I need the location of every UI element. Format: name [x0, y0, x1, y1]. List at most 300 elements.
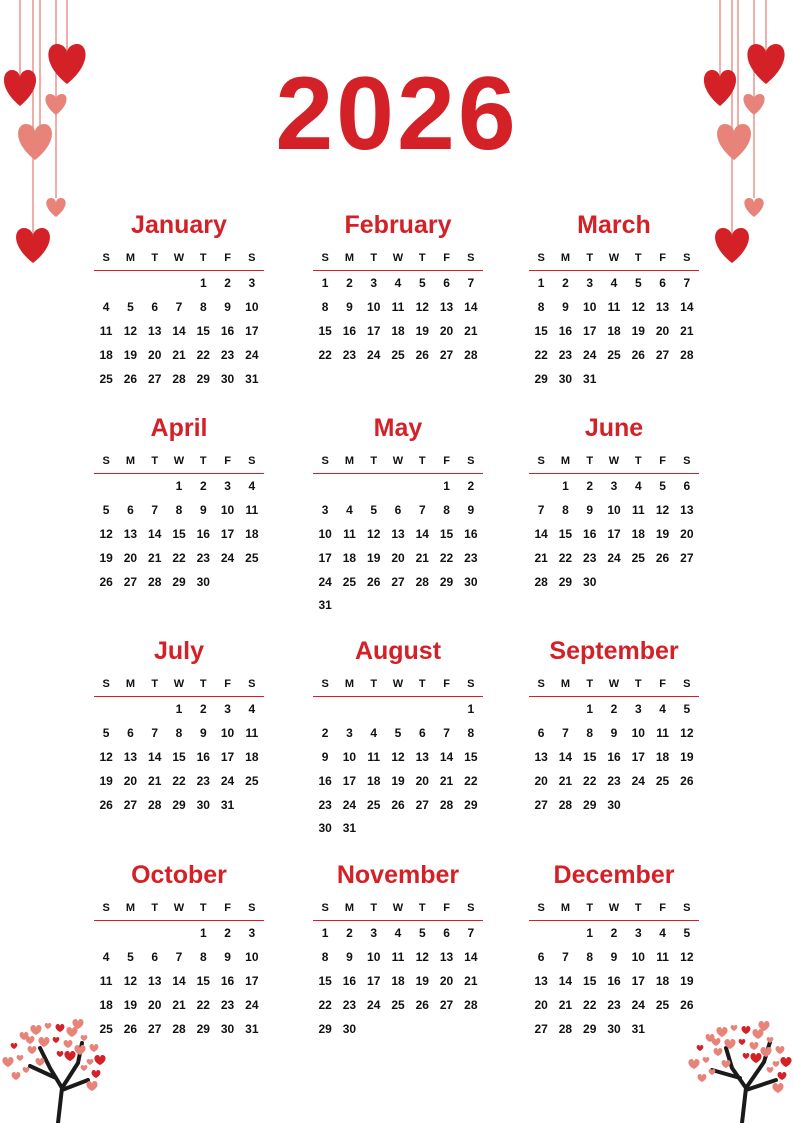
weekday-label: M [125, 252, 135, 264]
days-grid [313, 272, 483, 368]
day-cell: 13 [148, 973, 162, 988]
day-cell: 19 [680, 973, 694, 988]
day-cell: 28 [534, 574, 548, 589]
day-cell: 22 [196, 997, 210, 1012]
day-cell: 5 [127, 949, 134, 964]
day-cell: 7 [175, 299, 183, 314]
day-cell: 15 [558, 526, 573, 541]
weekday-label: T [151, 455, 159, 467]
weekday-label: T [634, 455, 642, 467]
day-cell: 30 [196, 574, 210, 589]
day-cell: 12 [415, 299, 429, 314]
day-cell: 24 [367, 997, 381, 1012]
day-cell: 19 [631, 323, 645, 338]
weekday-label: T [586, 902, 594, 914]
day-cell: 26 [415, 997, 429, 1012]
day-cell: 4 [659, 926, 666, 940]
day-cell: 3 [634, 702, 642, 716]
weekday-label: W [608, 455, 620, 467]
weekday-header [529, 246, 699, 271]
day-cell: 29 [172, 797, 186, 812]
day-cell: 22 [439, 550, 454, 565]
weekday-label: T [199, 455, 207, 467]
day-cell: 25 [342, 574, 357, 589]
day-empty [362, 698, 386, 722]
days-grid [94, 475, 264, 594]
day-cell: 25 [245, 550, 259, 565]
weekday-label: S [321, 252, 329, 264]
day-cell: 20 [439, 973, 454, 988]
day-cell: 8 [586, 725, 594, 740]
day-cell: 30 [464, 574, 478, 589]
day-cell: 27 [148, 371, 162, 386]
day-cell: 18 [655, 973, 670, 988]
day-cell: 18 [607, 323, 621, 338]
day-cell: 8 [175, 725, 183, 740]
weekday-label: T [418, 902, 426, 914]
day-cell: 15 [583, 973, 597, 988]
day-cell: 30 [558, 371, 573, 386]
day-cell: 16 [196, 526, 210, 541]
day-cell: 6 [443, 276, 450, 290]
weekday-label: S [321, 455, 329, 467]
day-cell: 13 [655, 299, 670, 314]
day-cell: 23 [220, 997, 235, 1012]
day-cell: 12 [655, 502, 670, 517]
day-cell: 8 [199, 299, 207, 314]
day-cell: 10 [367, 949, 381, 964]
weekday-label: W [392, 252, 404, 264]
day-cell: 28 [172, 1021, 186, 1036]
day-cell: 5 [634, 276, 642, 290]
day-cell: 27 [148, 1021, 162, 1036]
day-cell: 9 [199, 725, 207, 740]
day-cell: 16 [196, 749, 210, 764]
weekday-label: S [321, 902, 329, 914]
weekday-label: M [344, 455, 354, 467]
day-cell: 16 [220, 323, 235, 338]
weekday-label: W [608, 678, 620, 690]
day-cell: 23 [607, 997, 621, 1012]
day-cell: 18 [391, 973, 405, 988]
month-august [313, 634, 483, 841]
weekday-label: T [586, 678, 594, 690]
day-cell: 9 [562, 299, 569, 314]
day-cell: 1 [175, 702, 183, 716]
weekday-label: T [586, 455, 594, 467]
weekday-label: M [125, 678, 135, 690]
day-cell: 27 [415, 797, 429, 812]
day-cell: 5 [102, 725, 110, 740]
day-cell: 14 [172, 323, 186, 338]
day-cell: 24 [631, 997, 645, 1012]
day-cell: 4 [370, 725, 378, 740]
day-cell: 17 [318, 550, 332, 565]
day-cell: 8 [321, 949, 329, 964]
day-cell: 13 [391, 526, 405, 541]
day-cell: 24 [220, 773, 235, 788]
day-cell: 7 [418, 502, 426, 517]
days-grid [313, 698, 483, 841]
day-cell: 21 [558, 773, 573, 788]
day-cell: 25 [631, 550, 645, 565]
day-cell: 4 [102, 299, 110, 314]
weekday-label: T [418, 678, 426, 690]
day-cell: 27 [534, 1021, 548, 1036]
day-cell: 23 [558, 347, 573, 362]
day-cell: 3 [370, 276, 378, 290]
day-cell: 23 [220, 347, 235, 362]
day-cell: 2 [586, 479, 594, 493]
day-cell: 22 [172, 773, 186, 788]
day-cell: 3 [224, 479, 231, 493]
days-grid [529, 475, 699, 594]
day-cell: 23 [342, 997, 357, 1012]
day-cell: 24 [607, 550, 621, 565]
day-cell: 19 [680, 749, 694, 764]
weekday-label: W [173, 902, 185, 914]
day-cell: 26 [415, 347, 429, 362]
day-cell: 9 [199, 502, 207, 517]
day-cell: 24 [220, 550, 235, 565]
day-cell: 24 [245, 997, 259, 1012]
days-grid [94, 272, 264, 391]
day-cell: 11 [607, 299, 621, 314]
day-cell: 28 [558, 1021, 573, 1036]
day-empty [337, 698, 361, 722]
day-cell: 3 [224, 702, 231, 716]
day-cell: 30 [607, 797, 621, 812]
day-cell: 21 [680, 323, 694, 338]
day-empty [313, 475, 337, 499]
day-cell: 3 [586, 276, 594, 290]
weekday-label: S [537, 902, 545, 914]
month-december [529, 858, 699, 1041]
day-cell: 8 [586, 949, 594, 964]
day-cell: 17 [220, 749, 235, 764]
day-cell: 21 [148, 550, 162, 565]
weekday-label: S [467, 902, 475, 914]
day-cell: 31 [342, 821, 357, 836]
day-cell: 9 [224, 949, 231, 964]
day-cell: 20 [655, 323, 670, 338]
day-cell: 6 [659, 276, 666, 290]
day-cell: 5 [102, 502, 110, 517]
day-cell: 16 [220, 973, 235, 988]
day-cell: 3 [346, 725, 353, 740]
day-cell: 30 [220, 1021, 235, 1036]
weekday-label: F [443, 252, 450, 264]
day-cell: 27 [439, 997, 454, 1012]
weekday-label: F [443, 678, 450, 690]
weekday-header [313, 672, 483, 697]
day-empty [143, 698, 167, 722]
weekday-label: S [467, 252, 475, 264]
day-cell: 3 [248, 276, 256, 290]
weekday-label: S [683, 455, 691, 467]
day-empty [143, 272, 167, 296]
days-grid [529, 272, 699, 391]
weekday-header [313, 449, 483, 474]
day-cell: 17 [245, 973, 259, 988]
day-cell: 6 [537, 949, 545, 964]
days-grid [529, 698, 699, 817]
day-cell: 6 [443, 926, 450, 940]
day-cell: 25 [655, 997, 670, 1012]
month-april [94, 411, 264, 594]
day-cell: 2 [610, 926, 618, 940]
day-cell: 30 [196, 797, 210, 812]
weekday-header [529, 449, 699, 474]
day-cell: 10 [245, 299, 259, 314]
day-cell: 1 [199, 276, 207, 290]
day-cell: 23 [583, 550, 597, 565]
month-september [529, 634, 699, 817]
weekday-label: S [683, 902, 691, 914]
day-cell: 2 [562, 276, 569, 290]
day-cell: 20 [680, 526, 694, 541]
day-cell: 17 [607, 526, 621, 541]
day-cell: 22 [558, 550, 573, 565]
day-cell: 11 [343, 526, 356, 541]
day-cell: 10 [342, 749, 357, 764]
day-cell: 11 [656, 725, 669, 740]
day-cell: 25 [655, 773, 670, 788]
day-cell: 8 [467, 725, 475, 740]
day-empty [313, 698, 337, 722]
day-cell: 19 [391, 773, 405, 788]
day-cell: 26 [367, 574, 381, 589]
day-cell: 22 [172, 550, 186, 565]
day-cell: 17 [583, 323, 597, 338]
day-cell: 20 [439, 323, 454, 338]
weekday-label: T [151, 678, 159, 690]
day-cell: 10 [367, 299, 381, 314]
day-cell: 10 [607, 502, 621, 517]
day-empty [94, 475, 118, 499]
weekday-label: S [102, 902, 110, 914]
day-cell: 12 [123, 323, 138, 338]
weekday-label: M [125, 902, 135, 914]
day-cell: 31 [245, 1021, 259, 1036]
day-cell: 31 [245, 371, 259, 386]
day-cell: 10 [245, 949, 259, 964]
heart-tree-right-icon [686, 1020, 794, 1123]
weekday-label: M [560, 252, 570, 264]
day-cell: 9 [346, 949, 353, 964]
day-cell: 25 [367, 797, 381, 812]
day-cell: 16 [342, 323, 357, 338]
day-cell: 29 [439, 574, 454, 589]
day-cell: 20 [123, 550, 138, 565]
day-cell: 24 [245, 347, 259, 362]
weekday-label: T [418, 455, 426, 467]
day-cell: 23 [318, 797, 332, 812]
weekday-header [94, 672, 264, 697]
weekday-header [94, 896, 264, 921]
day-cell: 9 [346, 299, 353, 314]
weekday-label: S [248, 678, 256, 690]
day-cell: 7 [683, 276, 691, 290]
day-cell: 7 [151, 725, 159, 740]
weekday-header [529, 896, 699, 921]
day-cell: 14 [558, 973, 573, 988]
weekday-label: T [199, 678, 207, 690]
weekday-header [529, 672, 699, 697]
day-cell: 1 [443, 479, 450, 493]
day-cell: 31 [318, 598, 332, 613]
day-cell: 11 [391, 299, 405, 314]
day-cell: 2 [199, 479, 207, 493]
month-october [94, 858, 264, 1041]
day-cell: 5 [683, 702, 691, 716]
day-cell: 13 [439, 949, 454, 964]
day-cell: 18 [99, 347, 113, 362]
month-january [94, 208, 264, 391]
day-cell: 22 [318, 997, 332, 1012]
day-cell: 19 [415, 973, 429, 988]
day-cell: 6 [151, 949, 159, 964]
day-cell: 17 [631, 749, 645, 764]
month-june [529, 411, 699, 594]
day-cell: 13 [534, 973, 548, 988]
day-cell: 7 [443, 725, 450, 740]
day-cell: 9 [224, 299, 231, 314]
day-cell: 23 [342, 347, 357, 362]
day-cell: 19 [655, 526, 670, 541]
day-cell: 14 [148, 749, 162, 764]
day-cell: 13 [123, 526, 138, 541]
day-cell: 2 [346, 276, 353, 290]
day-cell: 2 [346, 926, 353, 940]
day-cell: 11 [99, 323, 113, 338]
day-cell: 9 [467, 502, 475, 517]
day-cell: 22 [534, 347, 548, 362]
day-cell: 14 [148, 526, 162, 541]
day-cell: 15 [583, 749, 597, 764]
day-empty [553, 698, 577, 722]
day-cell: 22 [583, 997, 597, 1012]
day-cell: 21 [148, 773, 162, 788]
day-cell: 21 [534, 550, 548, 565]
weekday-label: S [248, 902, 256, 914]
day-cell: 12 [680, 725, 694, 740]
day-cell: 18 [655, 749, 670, 764]
day-cell: 7 [467, 276, 475, 290]
day-cell: 29 [583, 1021, 597, 1036]
day-empty [386, 475, 410, 499]
weekday-label: W [173, 455, 185, 467]
weekday-header [94, 449, 264, 474]
day-cell: 3 [634, 926, 642, 940]
day-cell: 31 [583, 371, 597, 386]
day-cell: 26 [123, 371, 138, 386]
weekday-label: W [392, 902, 404, 914]
day-cell: 8 [562, 502, 569, 517]
day-cell: 21 [172, 347, 186, 362]
day-cell: 23 [607, 773, 621, 788]
day-cell: 4 [102, 949, 110, 964]
weekday-label: T [151, 252, 159, 264]
day-cell: 17 [631, 973, 645, 988]
day-cell: 5 [659, 479, 666, 493]
day-cell: 20 [123, 773, 138, 788]
day-cell: 2 [224, 276, 231, 290]
day-cell: 24 [367, 347, 381, 362]
day-cell: 4 [248, 702, 256, 716]
weekday-label: M [560, 902, 570, 914]
day-cell: 15 [172, 526, 186, 541]
day-cell: 12 [415, 949, 429, 964]
day-cell: 27 [439, 347, 454, 362]
day-cell: 23 [464, 550, 478, 565]
month-name: May [373, 414, 423, 442]
month-november [313, 858, 483, 1041]
day-cell: 5 [683, 926, 691, 940]
day-cell: 17 [245, 323, 259, 338]
day-cell: 4 [394, 926, 402, 940]
weekday-label: M [125, 455, 135, 467]
weekday-label: S [467, 455, 475, 467]
day-empty [386, 698, 410, 722]
day-cell: 4 [394, 276, 402, 290]
day-cell: 9 [610, 725, 618, 740]
day-empty [362, 475, 386, 499]
day-cell: 12 [99, 526, 113, 541]
day-cell: 29 [583, 797, 597, 812]
day-cell: 30 [342, 1021, 357, 1036]
day-cell: 13 [439, 299, 454, 314]
weekday-header [313, 246, 483, 271]
day-empty [337, 475, 361, 499]
day-cell: 27 [391, 574, 405, 589]
day-cell: 16 [583, 526, 597, 541]
month-name: December [553, 861, 675, 889]
day-cell: 21 [558, 997, 573, 1012]
weekday-label: S [683, 252, 691, 264]
day-cell: 20 [534, 773, 548, 788]
day-cell: 11 [245, 725, 259, 740]
month-name: July [153, 637, 205, 665]
day-cell: 1 [537, 276, 545, 290]
day-cell: 16 [607, 973, 621, 988]
day-cell: 21 [464, 323, 478, 338]
day-cell: 14 [534, 526, 548, 541]
day-cell: 30 [220, 371, 235, 386]
day-cell: 11 [245, 502, 259, 517]
day-cell: 22 [583, 773, 597, 788]
weekday-label: T [370, 252, 378, 264]
day-cell: 11 [99, 973, 113, 988]
day-empty [529, 475, 553, 499]
day-cell: 14 [172, 973, 186, 988]
day-cell: 26 [123, 1021, 138, 1036]
day-cell: 2 [467, 479, 475, 493]
day-cell: 29 [534, 371, 548, 386]
day-cell: 15 [318, 323, 332, 338]
weekday-label: W [392, 455, 404, 467]
day-cell: 21 [415, 550, 429, 565]
day-cell: 7 [562, 725, 569, 740]
day-cell: 31 [631, 1021, 645, 1036]
day-cell: 20 [148, 347, 162, 362]
weekday-label: F [659, 678, 666, 690]
day-cell: 18 [245, 526, 259, 541]
day-cell: 10 [220, 502, 235, 517]
day-cell: 24 [631, 773, 645, 788]
day-empty [143, 922, 167, 946]
weekday-label: T [634, 902, 642, 914]
